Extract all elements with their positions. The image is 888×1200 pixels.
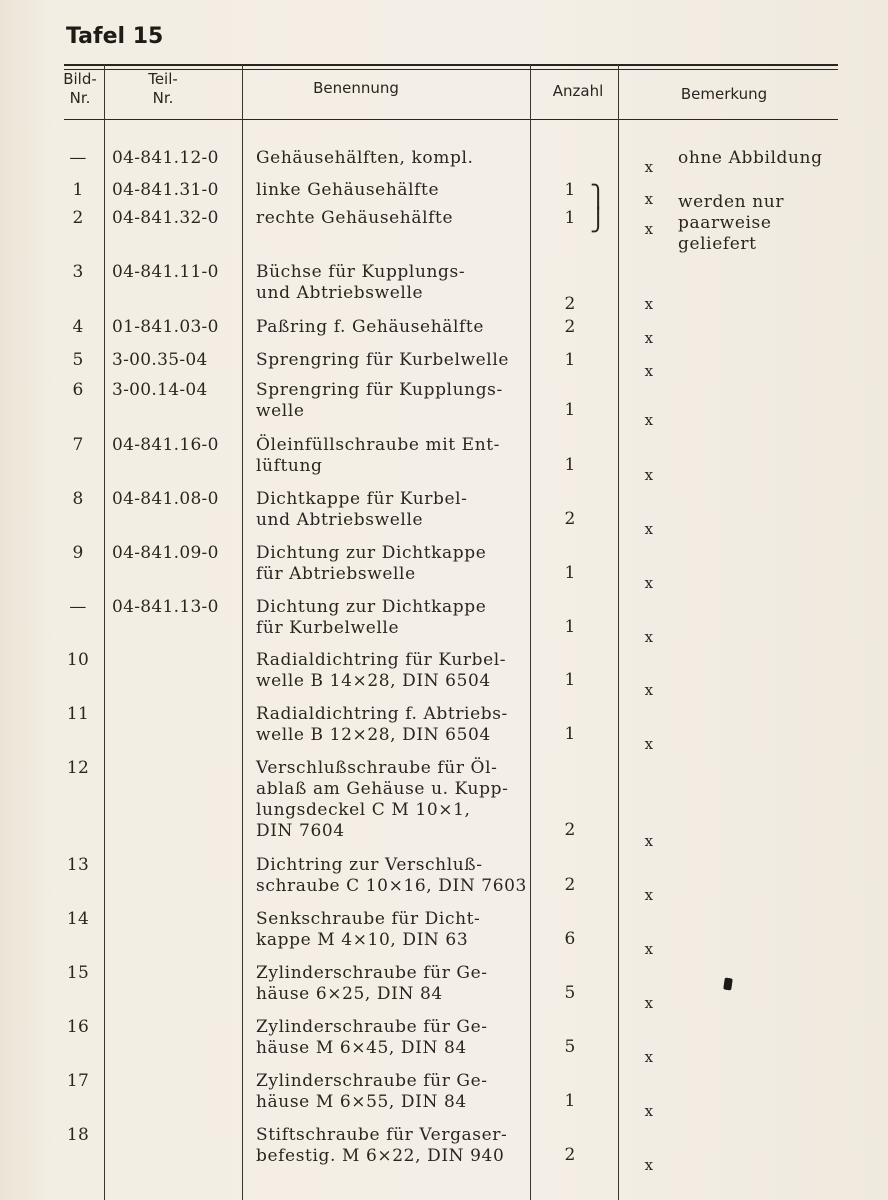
- benennung-line: Gehäusehälften, kompl.: [256, 148, 474, 168]
- availability-mark: x: [644, 735, 654, 753]
- availability-mark: x: [644, 994, 654, 1012]
- availability-mark: x: [644, 520, 654, 538]
- bild-nr: 1: [72, 180, 84, 200]
- benennung: [256, 435, 546, 477]
- benennung: [256, 380, 546, 422]
- anzahl: 1: [564, 1091, 576, 1111]
- benennung-line: Radialdichtring f. Abtriebs-: [256, 704, 508, 724]
- benennung-line: häuse M 6×45, DIN 84: [256, 1038, 467, 1058]
- bild-nr: 18: [66, 1125, 90, 1145]
- header-bild-line1: Bild-: [63, 70, 97, 88]
- benennung: [256, 650, 546, 692]
- availability-mark: x: [644, 940, 654, 958]
- availability-mark: x: [644, 158, 654, 176]
- header-teil-line1: Teil-: [148, 70, 178, 88]
- anzahl: 1: [564, 400, 576, 420]
- anzahl: 2: [564, 820, 576, 840]
- benennung: [256, 1071, 546, 1113]
- benennung-line: rechte Gehäusehälfte: [256, 208, 454, 228]
- benennung-line: und Abtriebswelle: [256, 283, 424, 303]
- benennung-line: Verschlußschraube für Öl-: [256, 758, 498, 778]
- header-teil-line2: Nr.: [152, 89, 174, 107]
- header-rule-top: [64, 64, 838, 66]
- availability-mark: x: [644, 832, 654, 850]
- header-rule-bottom: [64, 119, 838, 120]
- availability-mark: x: [644, 466, 654, 484]
- benennung: [256, 1017, 546, 1059]
- teil-nr: 04-841.32-0: [112, 208, 219, 228]
- availability-mark: x: [644, 886, 654, 904]
- benennung-line: schraube C 10×16, DIN 7603: [256, 876, 527, 896]
- benennung-line: Zylinderschraube für Ge-: [256, 1017, 488, 1037]
- benennung: [256, 262, 546, 304]
- ink-smudge: [723, 978, 733, 991]
- teil-nr: 04-841.09-0: [112, 543, 219, 563]
- bild-nr: 13: [66, 855, 90, 875]
- benennung-line: lungsdeckel C M 10×1,: [256, 800, 471, 820]
- anzahl: 1: [564, 455, 576, 475]
- benennung-line: kappe M 4×10, DIN 63: [256, 930, 469, 950]
- anzahl: 1: [564, 350, 576, 370]
- benennung-line: Sprengring für Kurbelwelle: [256, 350, 510, 370]
- anzahl: 1: [564, 724, 576, 744]
- teil-nr: 3-00.35-04: [112, 350, 208, 370]
- benennung-line: linke Gehäusehälfte: [256, 180, 440, 200]
- bild-nr: 3: [72, 262, 84, 282]
- benennung: [256, 317, 546, 338]
- benennung-line: für Kurbelwelle: [256, 618, 400, 638]
- availability-mark: x: [644, 295, 654, 313]
- benennung: [256, 855, 546, 897]
- benennung-line: DIN 7604: [256, 821, 345, 841]
- benennung-line: für Abtriebswelle: [256, 564, 416, 584]
- bild-nr: 10: [66, 650, 90, 670]
- benennung: [256, 148, 546, 169]
- bild-nr: 15: [66, 963, 90, 983]
- bild-nr: 11: [66, 704, 90, 724]
- benennung-line: Büchse für Kupplungs-: [256, 262, 466, 282]
- availability-mark: x: [644, 329, 654, 347]
- availability-mark: x: [644, 220, 654, 238]
- availability-mark: x: [644, 190, 654, 208]
- teil-nr: 04-841.16-0: [112, 435, 219, 455]
- availability-mark: x: [644, 1048, 654, 1066]
- bild-nr: 16: [66, 1017, 90, 1037]
- teil-nr: 04-841.12-0: [112, 148, 219, 168]
- column-divider: [618, 64, 619, 1200]
- benennung-line: Stiftschraube für Vergaser-: [256, 1125, 508, 1145]
- header-bemerkung: Bemerkung: [680, 85, 768, 103]
- bemerkung: werden nur paarweise geliefert: [678, 192, 785, 254]
- bild-nr: —: [69, 597, 87, 617]
- benennung-line: Zylinderschraube für Ge-: [256, 963, 488, 983]
- benennung-line: Zylinderschraube für Ge-: [256, 1071, 488, 1091]
- anzahl: 2: [564, 509, 576, 529]
- availability-mark: x: [644, 362, 654, 380]
- bild-nr: 12: [66, 758, 90, 778]
- column-divider: [242, 64, 243, 1200]
- benennung-line: Öleinfüllschraube mit Ent-: [256, 435, 501, 455]
- benennung-line: Radialdichtring für Kurbel-: [256, 650, 507, 670]
- benennung-line: Dichtkappe für Kurbel-: [256, 489, 468, 509]
- benennung: [256, 1125, 546, 1167]
- anzahl: 6: [564, 929, 576, 949]
- bild-nr: 4: [72, 317, 84, 337]
- teil-nr: 3-00.14-04: [112, 380, 208, 400]
- benennung-line: häuse M 6×55, DIN 84: [256, 1092, 467, 1112]
- bemerkung: ohne Abbildung: [678, 148, 823, 168]
- benennung-line: befestig. M 6×22, DIN 940: [256, 1146, 505, 1166]
- bild-nr: 6: [72, 380, 84, 400]
- bild-nr: 7: [72, 435, 84, 455]
- availability-mark: x: [644, 1156, 654, 1174]
- benennung: [256, 909, 546, 951]
- benennung-line: häuse 6×25, DIN 84: [256, 984, 443, 1004]
- benennung-line: Sprengring für Kupplungs-: [256, 380, 503, 400]
- benennung: [256, 208, 546, 229]
- header-bild-nr: [58, 70, 102, 108]
- bild-nr: 2: [72, 208, 84, 228]
- benennung-line: Senkschraube für Dicht-: [256, 909, 481, 929]
- availability-mark: x: [644, 411, 654, 429]
- availability-mark: x: [644, 681, 654, 699]
- benennung-line: ablaß am Gehäuse u. Kupp-: [256, 779, 509, 799]
- anzahl: 2: [564, 294, 576, 314]
- teil-nr: 04-841.11-0: [112, 262, 219, 282]
- teil-nr: 04-841.31-0: [112, 180, 219, 200]
- page-title: Tafel 15: [66, 24, 164, 49]
- header-benennung: Benennung: [313, 79, 399, 97]
- brace-icon: ⎫ ⎭: [590, 185, 607, 233]
- benennung: [256, 758, 546, 842]
- benennung-line: und Abtriebswelle: [256, 510, 424, 530]
- anzahl: 1: [564, 563, 576, 583]
- teil-nr: 04-841.08-0: [112, 489, 219, 509]
- anzahl: 1: [564, 617, 576, 637]
- bild-nr: —: [69, 148, 87, 168]
- anzahl: 5: [564, 1037, 576, 1057]
- benennung-line: welle B 12×28, DIN 6504: [256, 725, 491, 745]
- anzahl: 1: [564, 670, 576, 690]
- anzahl: 2: [564, 875, 576, 895]
- benennung-line: Dichtung zur Dichtkappe: [256, 543, 487, 563]
- benennung-line: Dichtring zur Verschluß-: [256, 855, 483, 875]
- anzahl: 1: [564, 180, 576, 200]
- bild-nr: 8: [72, 489, 84, 509]
- benennung: [256, 704, 546, 746]
- bild-nr: 9: [72, 543, 84, 563]
- teil-nr: 04-841.13-0: [112, 597, 219, 617]
- benennung: [256, 597, 546, 639]
- availability-mark: x: [644, 628, 654, 646]
- benennung: [256, 543, 546, 585]
- benennung-line: Dichtung zur Dichtkappe: [256, 597, 487, 617]
- availability-mark: x: [644, 574, 654, 592]
- benennung: [256, 180, 546, 201]
- benennung: [256, 350, 546, 371]
- benennung-line: lüftung: [256, 456, 323, 476]
- benennung: [256, 489, 546, 531]
- header-bild-line2: Nr.: [69, 89, 91, 107]
- header-teil-nr: [134, 70, 192, 108]
- bild-nr: 17: [66, 1071, 90, 1091]
- bild-nr: 14: [66, 909, 90, 929]
- anzahl: 5: [564, 983, 576, 1003]
- benennung-line: welle B 14×28, DIN 6504: [256, 671, 491, 691]
- availability-mark: x: [644, 1102, 654, 1120]
- header-anzahl: Anzahl: [552, 82, 604, 100]
- bild-nr: 5: [72, 350, 84, 370]
- anzahl: 2: [564, 317, 576, 337]
- benennung-line: welle: [256, 401, 305, 421]
- benennung: [256, 963, 546, 1005]
- benennung-line: Paßring f. Gehäusehälfte: [256, 317, 485, 337]
- anzahl: 1: [564, 208, 576, 228]
- column-divider: [104, 64, 105, 1200]
- teil-nr: 01-841.03-0: [112, 317, 219, 337]
- anzahl: 2: [564, 1145, 576, 1165]
